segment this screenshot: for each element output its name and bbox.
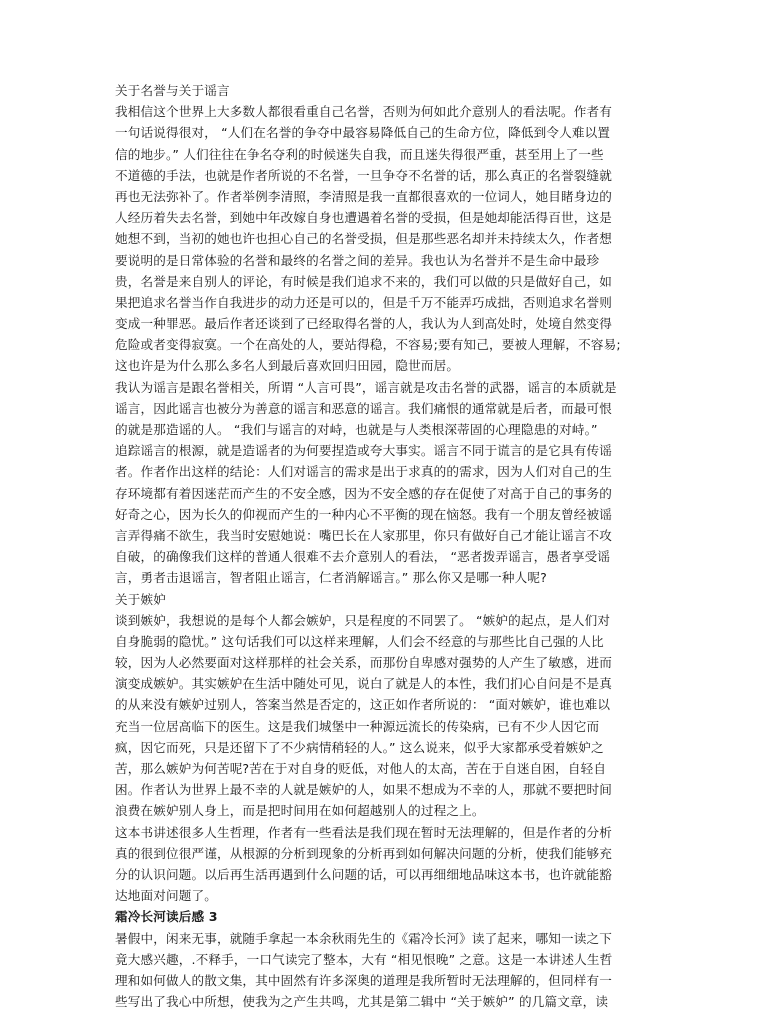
text-line: 危险或者变得寂寞。一个在高处的人，要站得稳，不容易;要有知己，要被人理解，不容易;	[115, 337, 621, 353]
text-line: 苦，那么嫉妒为何苦呢?苦在于对自身的贬低，对他人的太高，苦在于自迷自困，自轻自	[115, 761, 607, 776]
text-line: 自身脆弱的隐忧。” 这句话我们可以这样来理解，人们会不经意的与那些比自己强的人比	[115, 633, 604, 649]
text-line: 好奇之心，因为长久的仰视而产生的一种内心不平衡的现在恼怒。我有一个朋友曾经被谣	[115, 506, 613, 522]
text-line: 关于嫉妒	[115, 591, 166, 607]
section-heading: 霜冷长河读后感 3	[115, 909, 218, 925]
text-line: 演变成嫉妒。其实嫉妒在生活中随处可见，说白了就是人的本性，我们扪心自问是不是真	[115, 676, 613, 692]
text-line: 充当一位居高临下的医生。这是我们城堡中一种源远流长的传染病，已有不少人因它而	[115, 718, 600, 734]
text-line: 些写出了我心中所想，使我为之产生共鸣，尤其是第二辑中 “关于嫉妒” 的几篇文章，读	[115, 994, 609, 1010]
text-line: 的从来没有嫉妒过别人，答案当然是否定的，这正如作者所说的： “面对嫉妒，谁也难以	[115, 697, 611, 713]
text-line: 贵，名誉是来自别人的评论，有时候是我们追求不来的，我们可以做的只是做好自己，如	[115, 273, 613, 289]
text-line: 言弄得痛不欲生，我当时安慰她说：嘴巴长在人家那里，你只有做好自己才能让谣言不攻	[115, 527, 613, 543]
document-body	[115, 80, 657, 1012]
text-line: 理和如何做人的散文集，其中固然有许多深奥的道理是我所暂时无法理解的，但同样有一	[115, 972, 613, 988]
text-line: 我认为谣言是跟名誉相关，所谓 “人言可畏”，谣言就是攻击名誉的武器，谣言的本质就是	[115, 379, 617, 395]
text-line: 言，勇者击退谣言，智者阻止谣言，仁者消解谣言。” 那么你又是哪一种人呢?	[115, 570, 547, 586]
text-line: 谈到嫉妒，我想说的是每个人都会嫉妒，只是程度的不同罢了。 “嫉妒的起点，是人们对	[115, 612, 611, 628]
text-line: 的就是那造谣的人。 “我们与谣言的对峙，也就是与人类根深蒂固的心理隐患的对峙。”	[115, 422, 598, 437]
text-line: 这也许是为什么那么多名人到最后喜欢回归田园，隐世而居。	[115, 358, 460, 374]
text-line: 存环境都有着因迷茫而产生的不安全感，因为不安全感的存在促使了对高于自己的事务的	[115, 485, 613, 501]
text-line: 分的认识问题。以后再生活再遇到什么问题的话，可以再细细地品味这本书，也许就能豁	[115, 866, 613, 882]
text-line: 达地面对问题了。	[115, 888, 217, 904]
text-line: 不道德的手法，也就是作者所说的不名誉，一旦争夺不名誉的话，那么真正的名誉裂缝就	[115, 167, 613, 183]
text-line: 这本书讲述很多人生哲理，作者有一些看法是我们现在暂时无法理解的，但是作者的分析	[115, 824, 613, 840]
text-line: 真的很到位很严谨，从根源的分析到现象的分析再到如何解决问题的分析，使我们能够充	[115, 845, 613, 861]
text-line: 再也无法弥补了。作者举例李清照，李清照是我一直都很喜欢的一位词人，她目睹身边的	[115, 188, 613, 204]
text-line: 浪费在嫉妒别人身上，而是把时间用在如何超越别人的过程之上。	[115, 803, 485, 819]
text-line: 疯，因它而死，只是还留下了不少病情稍轻的人。” 这么说来，似乎大家都承受着嫉妒之	[115, 739, 604, 755]
text-line: 较，因为人必然要面对这样那样的社会关系，而那份自卑感对强势的人产生了敏感，进而	[115, 655, 613, 671]
text-line: 追踪谣言的根源，就是造谣者的为何要捏造或夸大事实。谣言不同于谎言的是它具有传谣	[115, 443, 613, 459]
text-line: 她想不到，当初的她也许也担心自己的名誉受损，但是那些恶名却并未持续太久，作者想	[115, 231, 613, 247]
text-line: 竟大感兴趣，.不释手，一口气读完了整本，大有 “相见恨晚” 之意。这是一本讲述人生哲	[115, 951, 613, 967]
text-line: 我相信这个世界上大多数人都很看重自己名誉，否则为何如此介意别人的看法呢。作者有	[115, 104, 613, 120]
text-line: 谣言，因此谣言也被分为善意的谣言和恶意的谣言。我们痛恨的通常就是后者，而最可恨	[115, 400, 613, 416]
text-line: 变成一种罪恶。最后作者还谈到了已经取得名誉的人，我认为人到高处时，处境自然变得	[115, 316, 613, 332]
text-line: 暑假中，闲来无事，就随手拿起一本余秋雨先生的《霜冷长河》读了起来，哪知一读之下	[115, 930, 613, 946]
text-line: 信的地步。” 人们往往在争名夺利的时候迷失自我，而且迷失得很严重，甚至用上了一些	[115, 146, 604, 162]
text-line: 一句话说得很对， “人们在名誉的争夺中最容易降低自己的生命方位，降低到令人难以置	[115, 125, 611, 141]
text-line: 困。作者认为世界上最不幸的人就是嫉妒的人，如果不想成为不幸的人，那就不要把时间	[115, 782, 613, 798]
text-line: 者。作者作出这样的结论：人们对谣言的需求是出于求真的的需求，因为人们对自己的生	[115, 464, 613, 480]
text-line: 果把追求名誉当作自我进步的动力还是可以的，但是千万不能弄巧成拙，否则追求名誉则	[115, 294, 613, 310]
text-line: 人经历着失去名誉，到她中年改嫁自身也遭遇着名誉的受损，但是她却能活得百世，这是	[115, 210, 613, 226]
text-line: 关于名誉与关于谣言	[115, 83, 230, 98]
text-line: 自破，的确像我们这样的普通人很难不去介意别人的看法， “恶者拨弄谣言，愚者享受谣	[115, 549, 611, 565]
text-line: 要说明的是日常体验的名誉和最终的名誉之间的差异。我也认为名誉并不是生命中最珍	[115, 252, 600, 268]
